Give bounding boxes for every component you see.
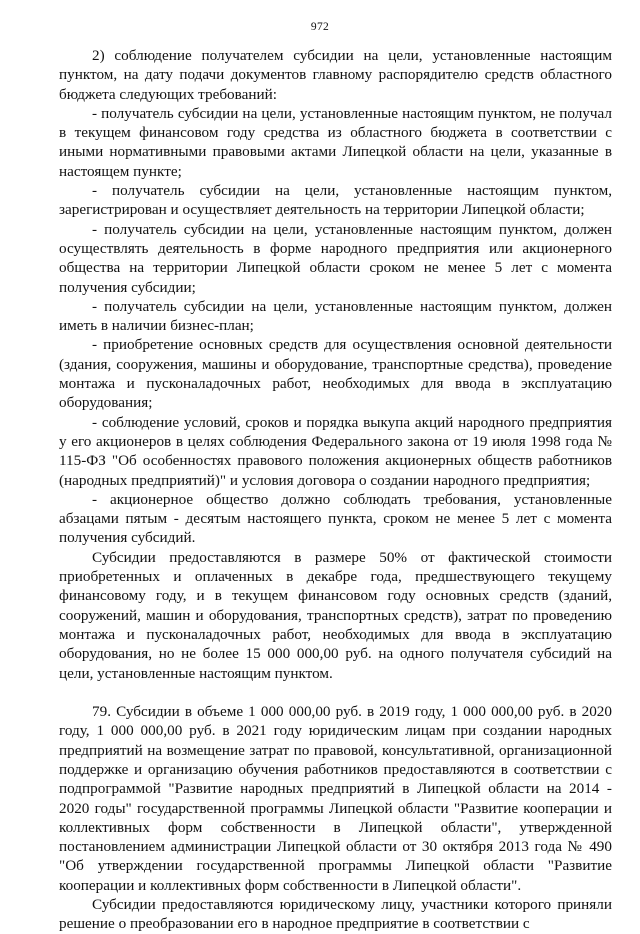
paragraph-requirement-business-plan: - получатель субсидии на цели, установленные настоящим пунктом, должен иметь в наличии бизнес-план; [59, 297, 612, 335]
paragraph-requirement-share-buyback: - соблюдение условий, сроков и порядка выкупа акций народного предприятия у его акционеров в целях соблюдения Федерального закона от 19 июля 1998 года № 115-ФЗ "Об особенностях правового положения акционерных обществ работников (народных предприятий)" и условия договора о создании народного предприятия; [59, 413, 612, 489]
page-number: 972 [310, 21, 330, 33]
paragraph-requirement-registration: - получатель субсидии на цели, установленные настоящим пунктом, зарегистрирован и осуществляет деятельность на территории Липецкой области; [59, 182, 612, 219]
paragraph-item-79: 79. Субсидии в объеме 1 000 000,00 руб. в 2019 году, 1 000 000,00 руб. в 2020 году, 1 000 000,00 руб. в 2021 году юридическим лицам при создании народных предприятий на возмещение затрат по правовой, консультативной, организационной поддержке и организацию обучения работников предоставляются в соответствии с подпрограммой "Развитие народных предприятий в Липецкой области на 2014 - 2020 годы" государственной программы Липецкой области "Развитие кооперации и коллективных форм собственности в Липецкой области", утвержденной постановлением администрации Липецкой области от 30 октября 2013 года № 490 "Об утверждении государственной программы Липецкой области "Развитие кооперации и коллективных форм собственности в Липецкой области". [59, 703, 612, 894]
paragraph-requirement-legal-form: - получатель субсидии на цели, установленные настоящим пунктом, должен осуществлять деятельность в форме народного предприятия или акционерного общества на территории Липецкой области сроком не менее 5 лет с момента получения субсидии; [59, 220, 612, 296]
paragraph-requirement-no-other-funds: - получатель субсидии на цели, установленные настоящим пунктом, не получал в текущем финансовом году средства из областного бюджета в соответствии с иными нормативными правовыми актами Липецкой области на цели, указанные в настоящем пункте; [59, 104, 612, 180]
paragraph-subsidy-recipients: Субсидии предоставляются юридическому лицу, участники которого приняли решение о преобразовании его в народное предприятие в соответствии с [59, 896, 612, 933]
paragraph-subsidy-amount: Субсидии предоставляются в размере 50% от фактической стоимости приобретенных и оплаченных в декабре года, предшествующего текущему финансовому году, и в текущем финансовом году основных средств (зданий, сооружений, машин и оборудования, транспортных средств), затрат по проведению монтажа и пусконаладочных работ, необходимых для ввода в эксплуатацию оборудования, но не более 15 000 000,00 руб. на одного получателя субсидий на цели, установленные настоящим пунктом. [59, 548, 612, 682]
paragraph-requirement-fixed-assets: - приобретение основных средств для осуществления основной деятельности (здания, сооружения, машины и оборудование, транспортные средства), проведение монтажа и пусконаладочных работ, необходимых для ввода в эксплуатацию оборудования; [59, 336, 612, 412]
document-body [59, 46, 612, 934]
paragraph-subsidy-conditions: 2) соблюдение получателем субсидии на цели, установленные настоящим пунктом, на дату подачи документов главному распорядителю средств областного бюджета следующих требований: [59, 47, 612, 103]
paragraph-requirement-joint-stock: - акционерное общество должно соблюдать требования, установленные абзацами пятым - десятым настоящего пункта, сроком не менее 5 лет с момента получения субсидий. [59, 490, 612, 547]
